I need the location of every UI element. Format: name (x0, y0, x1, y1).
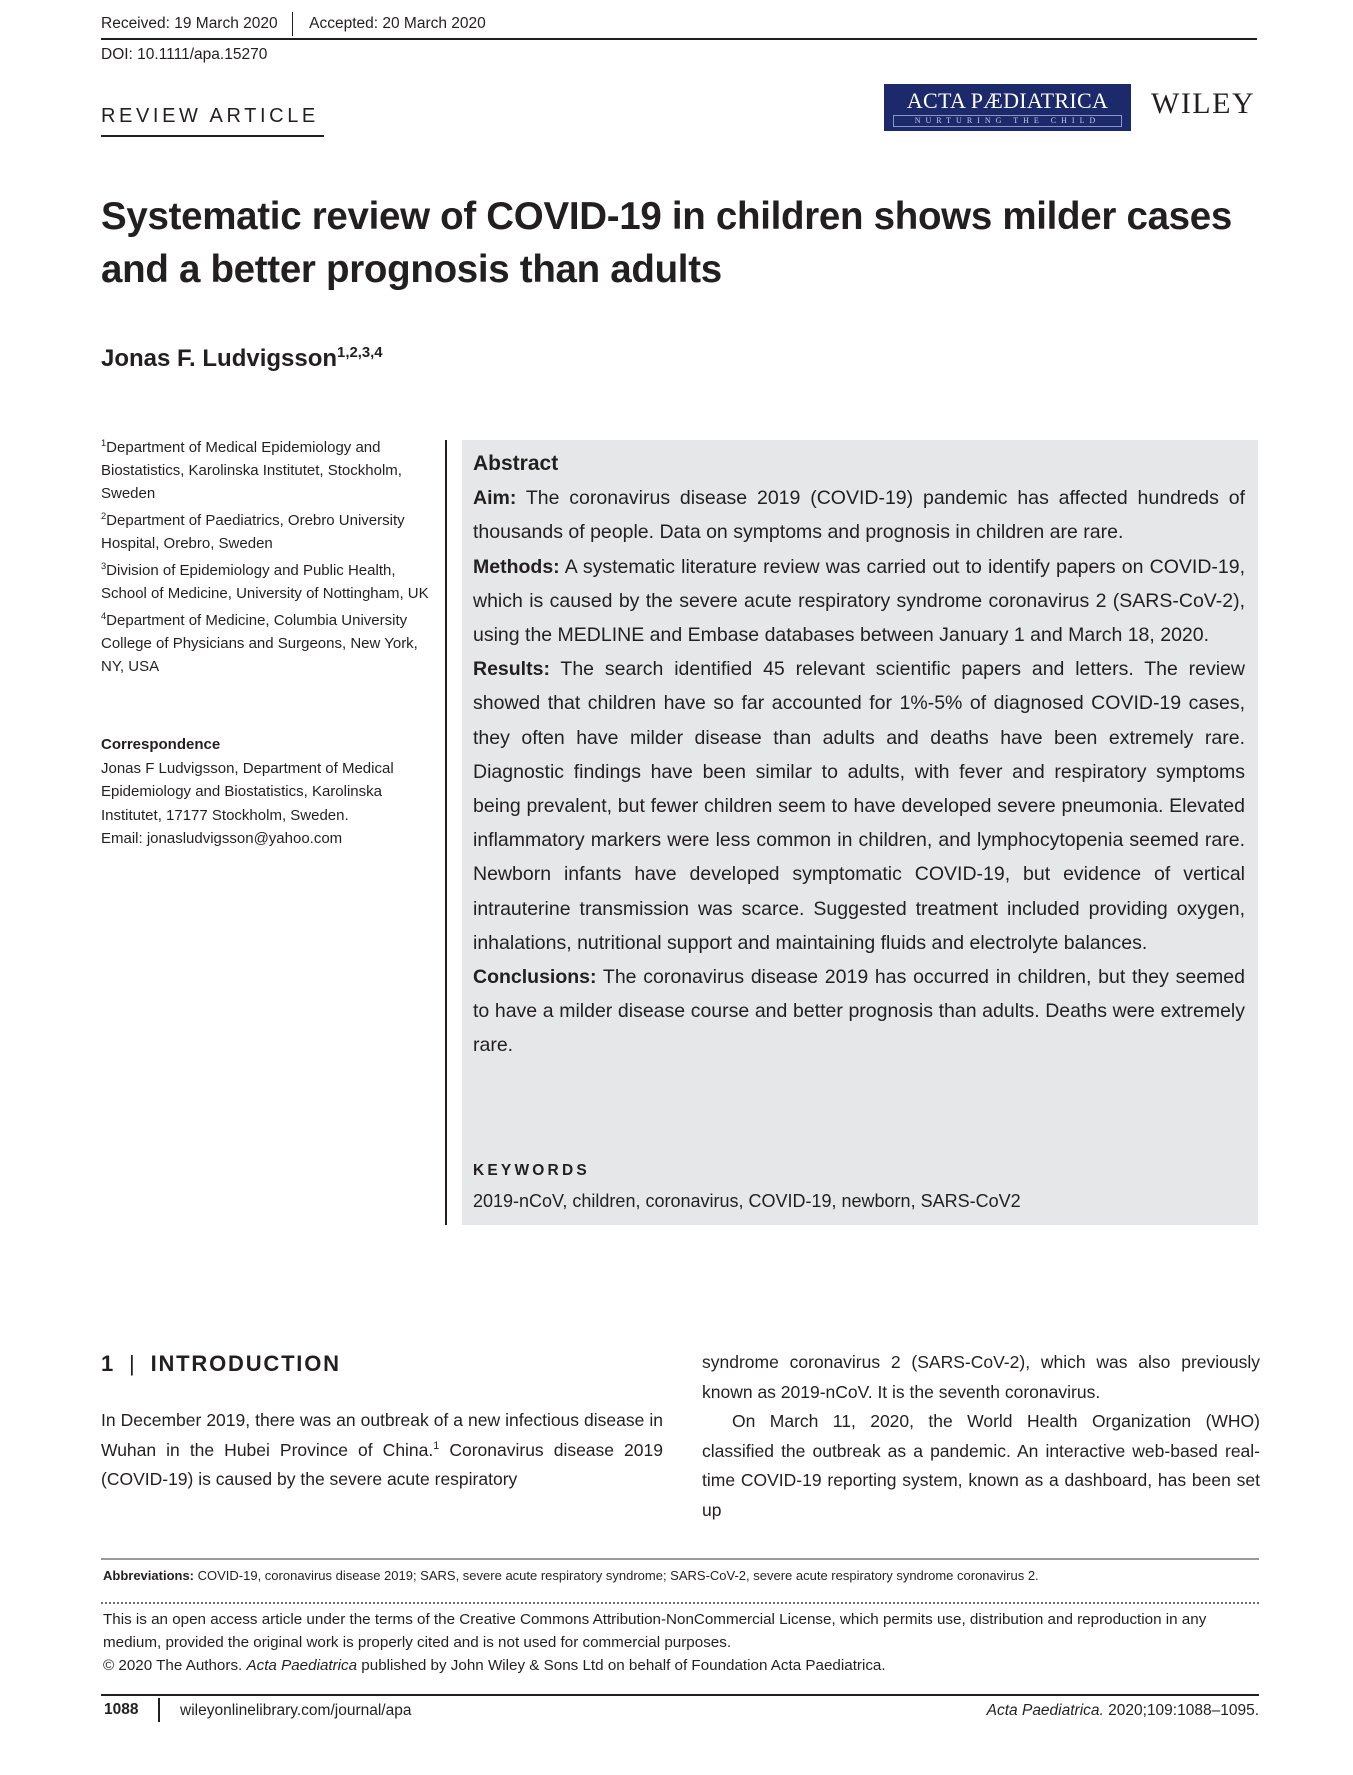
accepted-date: Accepted: 20 March 2020 (309, 15, 486, 32)
affiliation-number: 3 (101, 561, 107, 571)
journal-logo-tagline: NURTURING THE CHILD (893, 115, 1122, 127)
journal-url[interactable]: wileyonlinelibrary.com/journal/apa (180, 1702, 412, 1719)
affiliations (101, 436, 431, 682)
section-number: 1 (101, 1351, 116, 1376)
affiliation-number: 4 (101, 611, 107, 621)
license-text: This is an open access article under the terms of the Creative Commons Attribution-NonCommercial License, which permits use, distribution and reproduction in any medium, provided the original work is properly cited and is not used for commercial purposes. (103, 1611, 1207, 1651)
license-notice (103, 1609, 1259, 1677)
abstract-methods-text: A systematic literature review was carried out to identify papers on COVID-19, which is caused by the severe acute respiratory syndrome coronavirus 2 (SARS-CoV-2), using the MEDLINE and Embase databases between January 1 and March 18, 2020. (473, 555, 1246, 647)
abstract-conclusions (473, 960, 1245, 1063)
header-dates (101, 12, 486, 36)
section-title: INTRODUCTION (150, 1351, 341, 1376)
section-heading-separator: | (129, 1351, 137, 1376)
intro-column-right (702, 1348, 1260, 1525)
abstract-methods-label: Methods: (473, 555, 560, 578)
abstract-aim-text: The coronavirus disease 2019 (COVID-19) pandemic has affected hundreds of thousands of people. Data on symptoms and prognosis in children are rare. (473, 487, 1245, 544)
citation-journal: Acta Paediatrica. (986, 1702, 1104, 1719)
intro-text: Coronavirus disease 2019 (COVID-19) is caused by the severe acute respiratory (101, 1439, 663, 1489)
abstract-results-text: The search identified 45 relevant scientific papers and letters. The review showed that children have so far accounted for 1%-5% of diagnosed COVID-19 cases, they often have milder disease than adults and deaths have been extremely rare. Diagnostic findings have been similar to adults, with fever and respiratory symptoms being prevalent, but fewer children seem to have developed severe pneumonia. Elevated inflammatory markers were less common in children, and lymphocytopenia seemed rare. Newborn infants have developed symptomatic COVID-19, but evidence of vertical intrauterine transmission was scarce. Suggested treatment included providing oxygen, inhalations, nutritional support and maintaining fluids and electrolyte balances. (473, 658, 1245, 954)
affiliation-text: Department of Medical Epidemiology and Biostatistics, Karolinska Institutet, Stockholm, Sweden (101, 439, 402, 502)
author-name: Jonas F. Ludvigsson (101, 345, 338, 372)
abstract-results-label: Results: (473, 658, 550, 681)
copyright-journal: Acta Paediatrica (246, 1656, 358, 1674)
doi: DOI: 10.1111/apa.15270 (101, 46, 268, 63)
abstract-conclusions-text: The coronavirus disease 2019 has occurred in children, but they seemed to have a milder disease course and better prognosis than adults. Deaths were extremely rare. (473, 966, 1245, 1057)
author (101, 345, 383, 373)
affiliation-number: 2 (101, 511, 107, 521)
abstract-left-rule (445, 440, 447, 1225)
page-number: 1088 (104, 1701, 139, 1718)
affiliation-item (101, 509, 431, 555)
copyright-text: © 2020 The Authors. (103, 1656, 247, 1674)
abbreviations-text: COVID-19, coronavirus disease 2019; SARS, severe acute respiratory syndrome; SARS-CoV-2, severe acute respiratory syndrome coronavirus 2. (194, 1568, 1039, 1583)
publisher-logo: WILEY (1151, 87, 1256, 120)
footer-rule (101, 1694, 1259, 1696)
header-rule (101, 38, 1257, 40)
abstract-methods (473, 550, 1245, 653)
abstract-conclusions-label: Conclusions: (473, 966, 597, 989)
affiliation-item (101, 609, 431, 678)
affiliation-text: Department of Medicine, Columbia University College of Physicians and Surgeons, New York, NY, USA (101, 612, 418, 675)
intro-paragraph: On March 11, 2020, the World Health Organization (WHO) classified the outbreak as a pandemic. An interactive web-based real-time COVID-19 reporting system, known as a dashboard, has been set up (702, 1411, 1260, 1520)
article-title: Systematic review of COVID-19 in children shows milder cases and a better prognosis than adults (101, 195, 1233, 291)
citation (987, 1702, 1259, 1720)
article-type-underline (101, 135, 324, 137)
citation-details: 2020;109:1088–1095. (1103, 1702, 1259, 1719)
keywords-heading: KEYWORDS (473, 1162, 590, 1179)
abstract-aim (473, 481, 1245, 549)
header-separator (292, 12, 294, 36)
abbreviations-label: Abbreviations: (103, 1568, 195, 1583)
affiliation-number: 1 (101, 438, 107, 448)
affiliation-item (101, 559, 431, 605)
keywords-list: 2019-nCoV, children, coronavirus, COVID-19, newborn, SARS-CoV2 (473, 1191, 1021, 1211)
abstract-heading: Abstract (473, 452, 559, 475)
abbreviations (103, 1568, 1259, 1583)
footnote-rule (101, 1558, 1259, 1560)
copyright (103, 1655, 1259, 1678)
correspondence (101, 733, 431, 851)
abstract-aim-label: Aim: (473, 487, 517, 510)
footer-separator (158, 1698, 160, 1722)
copyright-text: published by John Wiley & Sons Ltd on behalf of Foundation Acta Paediatrica. (357, 1656, 886, 1674)
intro-column-left (101, 1406, 663, 1495)
article-type: REVIEW ARTICLE (101, 105, 319, 127)
received-date: Received: 19 March 2020 (101, 15, 278, 32)
affiliation-text: Department of Paediatrics, Orebro University Hospital, Orebro, Sweden (101, 512, 405, 552)
section-heading-introduction (101, 1351, 341, 1377)
affiliation-text: Division of Epidemiology and Public Health, School of Medicine, University of Nottingham, UK (101, 562, 429, 602)
abstract-results (473, 652, 1245, 960)
journal-logo (884, 84, 1131, 131)
citation-ref[interactable]: 1 (433, 1439, 440, 1452)
intro-paragraph: syndrome coronavirus 2 (SARS-CoV-2), which was also previously known as 2019-nCoV. It is the seventh coronavirus. (702, 1352, 1260, 1402)
correspondence-text: Jonas F Ludvigsson, Department of Medical Epidemiology and Biostatistics, Karolinska Institutet, 17177 Stockholm, Sweden. (101, 759, 394, 824)
author-affiliation-refs: 1,2,3,4 (337, 345, 383, 361)
intro-text: In December 2019, there was an outbreak of a new infectious disease in Wuhan in the Hubei Province of China. (101, 1410, 663, 1460)
correspondence-heading: Correspondence (101, 736, 221, 753)
abstract (473, 447, 1245, 1063)
affiliation-item (101, 436, 431, 505)
license-dotted-rule (101, 1602, 1259, 1604)
correspondence-email[interactable]: Email: jonasludvigsson@yahoo.com (101, 830, 343, 847)
journal-logo-name: ACTA PÆDIATRICA (906, 88, 1109, 113)
